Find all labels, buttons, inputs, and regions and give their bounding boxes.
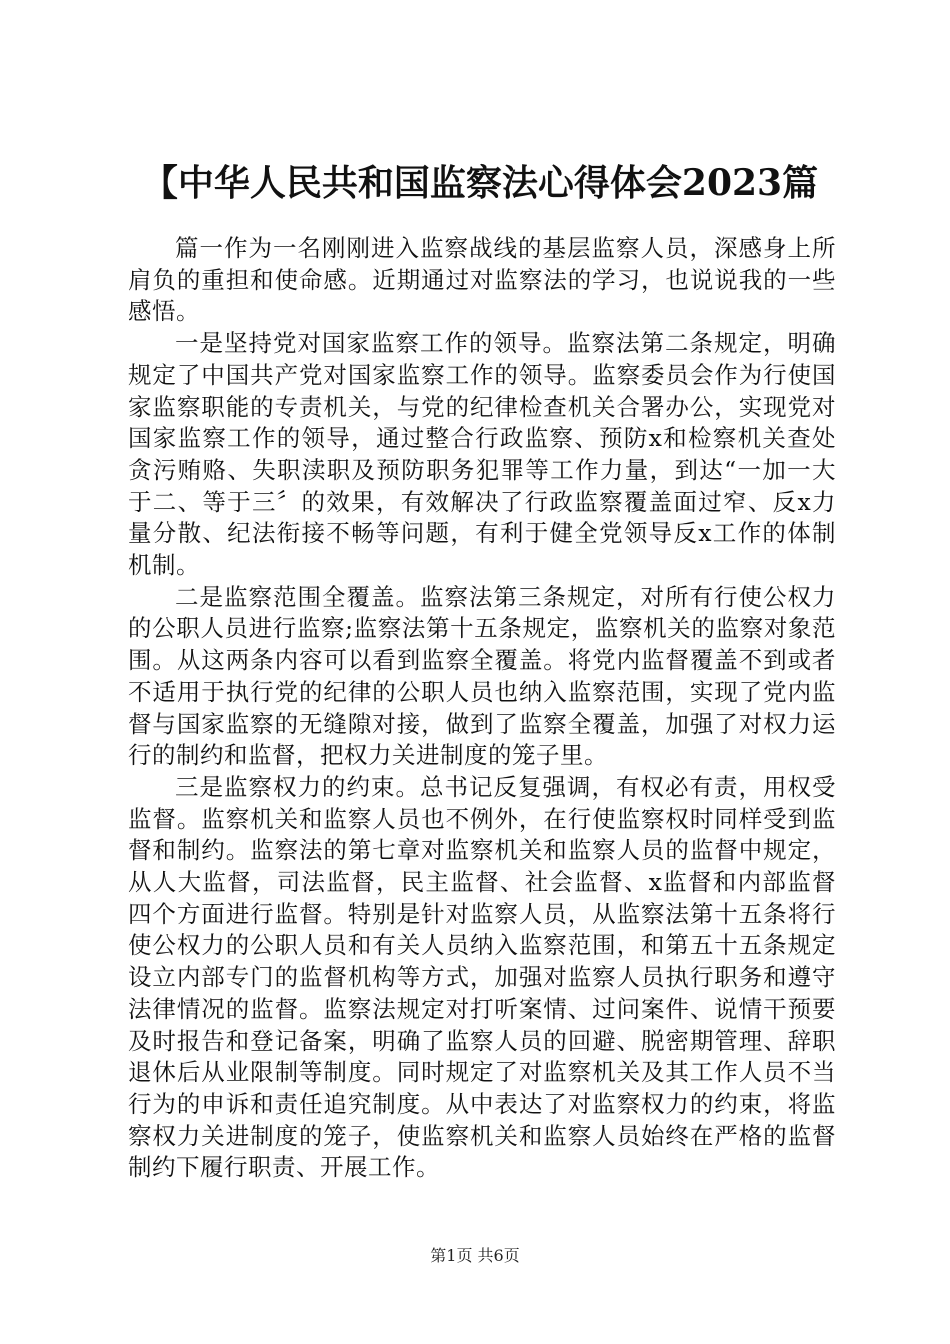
paragraph-point-three: 三是监察权力的约束。总书记反复强调，有权必有责，用权受监督。监察机关和监察人员也不例外，在行使监察权时同样受到监督和制约。监察法的第七章对监察机关和监察人员的监督中规定，从人大监督，司法监督，民主监督、社会监督、x监督和内部监督四个方面进行监督。特别是针对监察人员，从监察法第十五条将行使公权力的公职人员和有关人员纳入监察范围，和第五十五条规定设立内部专门的监督机构等方式，加强对监察人员执行职务和遵守法律情况的监督。监察法规定对打听案情、过问案件、说情干预要及时报告和登记备案，明确了监察人员的回避、脱密期管理、辞职退休后从业限制等制度。同时规定了对监察机关及其工作人员不当行为的申诉和责任追究制度。从中表达了对监察权力的约束，将监察权力关进制度的笼子，使监察机关和监察人员始终在严格的监督制约下履行职责、开展工作。 [128,772,836,1182]
page-footer: 第1页 共6页 [430,1246,520,1265]
document-body [128,233,836,1184]
paragraph-point-one: 一是坚持党对国家监察工作的领导。监察法第二条规定，明确规定了中国共产党对国家监察工作的领导。监察委员会作为行使国家监察职能的专责机关，与党的纪律检查机关合署办公，实现党对国家监察工作的领导，通过整合行政监察、预防x和检察机关查处贪污贿赂、失职渎职及预防职务犯罪等工作力量，到达“一加一大于二、等于三〞的效果，有效解决了行政监察覆盖面过窄、反x力量分散、纪法衔接不畅等问题，有利于健全党领导反x工作的体制机制。 [128,329,836,580]
paragraph-point-two: 二是监察范围全覆盖。监察法第三条规定，对所有行使公权力的公职人员进行监察;监察法第十五条规定，监察机关的监察对象范围。从这两条内容可以看到监察全覆盖。将党内监督覆盖不到或者不适用于执行党的纪律的公职人员也纳入监察范围，实现了党内监督与国家监察的无缝隙对接，做到了监察全覆盖，加强了对权力运行的制约和监督，把权力关进制度的笼子里。 [128,582,836,770]
paragraph-intro: 篇一作为一名刚刚进入监察战线的基层监察人员，深感身上所肩负的重担和使命感。近期通过对监察法的学习，也说说我的一些感悟。 [128,234,836,326]
document-title: 【中华人民共和国监察法心得体会2023篇 [141,162,819,204]
